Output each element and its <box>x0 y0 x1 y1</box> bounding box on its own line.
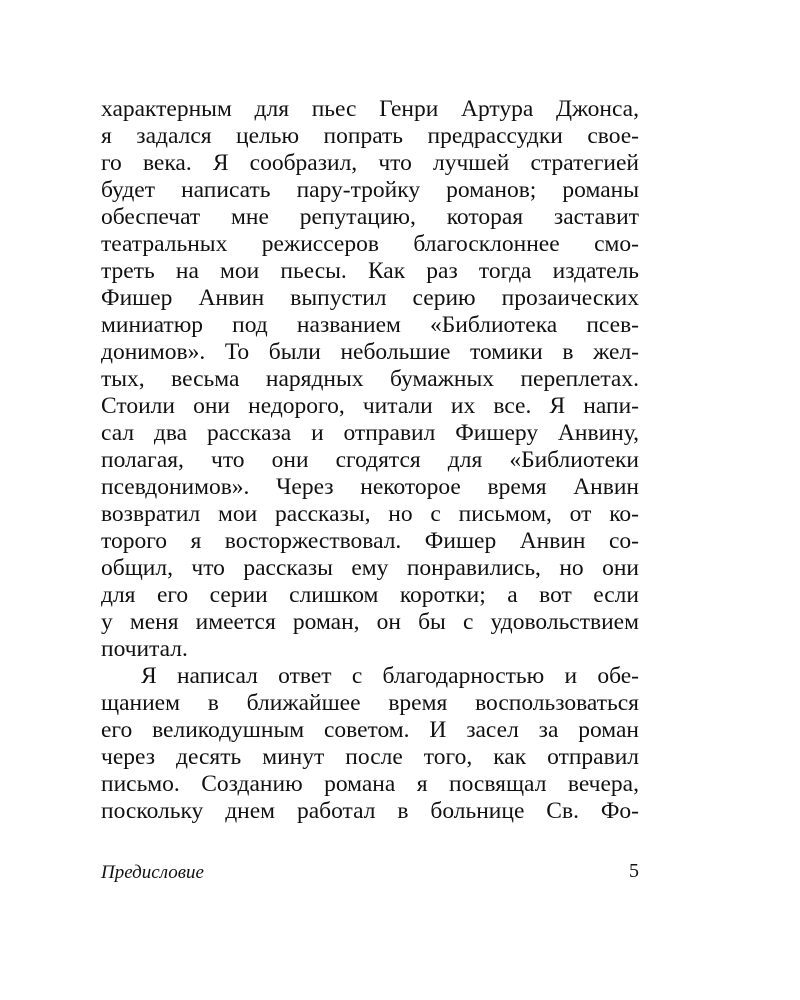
text-line: для его серии слишком коротки; а вот если <box>101 582 639 608</box>
text-line: обеспечат мне репутацию, которая заставит <box>101 204 639 230</box>
text-line: у меня имеется роман, он бы с удовольствием <box>101 609 639 635</box>
running-footer-title: Предисловие <box>101 862 204 883</box>
text-line: возвратил мои рассказы, но с письмом, от ко- <box>101 501 639 527</box>
text-line: почитал. <box>101 636 188 662</box>
text-line: треть на мои пьесы. Как раз тогда издатель <box>101 258 639 284</box>
text-line: торого я восторжествовал. Фишер Анвин со- <box>101 528 639 554</box>
text-line: тых, весьма нарядных бумажных переплетах. <box>101 366 639 392</box>
text-line: я задался целью попрать предрассудки свое- <box>101 123 639 149</box>
text-line: Я написал ответ с благодарностью и обе- <box>141 663 639 689</box>
text-line: характерным для пьес Генри Артура Джонса, <box>101 96 639 122</box>
text-line: будет написать пару-тройку романов; романы <box>101 177 639 203</box>
text-line: театральных режиссеров благосклоннее смо- <box>101 231 639 257</box>
text-line: общил, что рассказы ему понравились, но они <box>101 555 639 581</box>
text-line: через десять минут после того, как отправил <box>101 744 639 770</box>
text-line: письмо. Созданию романа я посвящал вечера, <box>101 771 639 797</box>
text-line: миниатюр под названием «Библиотека псев- <box>101 312 639 338</box>
text-line: его великодушным советом. И засел за роман <box>101 717 639 743</box>
text-line: псевдонимов». Через некоторое время Анвин <box>101 474 639 500</box>
text-line: поскольку днем работал в больнице Св. Фо- <box>101 798 639 824</box>
body-text <box>101 96 639 825</box>
text-line: Фишер Анвин выпустил серию прозаических <box>101 285 639 311</box>
text-line: донимов». То были небольшие томики в жел- <box>101 339 639 365</box>
text-line: сал два рассказа и отправил Фишеру Анвину, <box>101 420 639 446</box>
page-number: 5 <box>629 860 639 882</box>
text-line: полагая, что они сгодятся для «Библиотеки <box>101 447 639 473</box>
text-line: Стоили они недорого, читали их все. Я напи- <box>101 393 639 419</box>
text-line: щанием в ближайшее время воспользоваться <box>101 690 639 716</box>
text-line: го века. Я сообразил, что лучшей стратегией <box>101 150 639 176</box>
